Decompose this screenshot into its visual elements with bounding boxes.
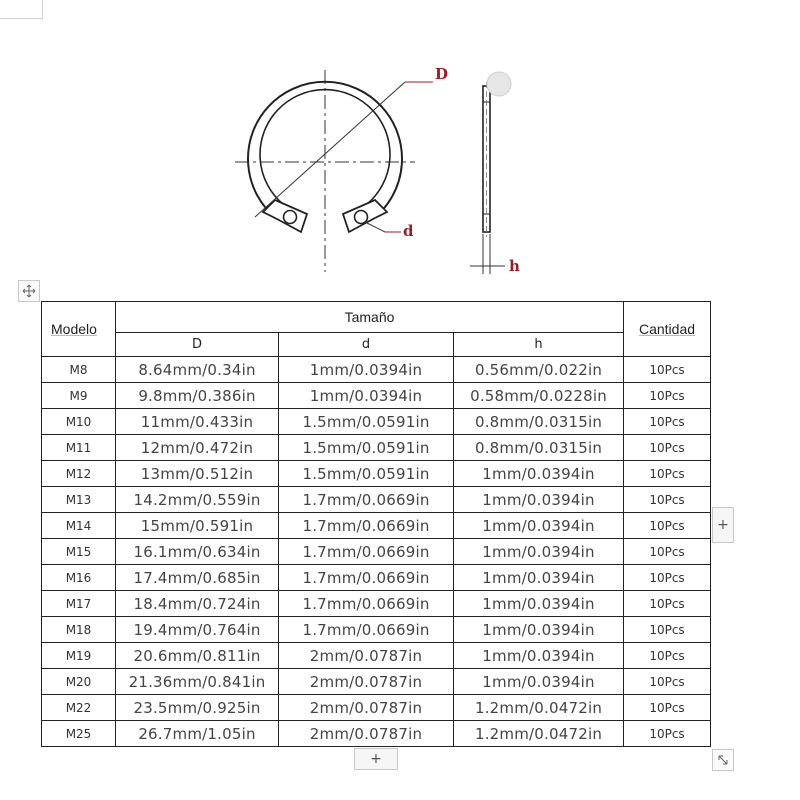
model-cell: M9 — [42, 383, 116, 409]
d-cell: 1.7mm/0.0669in — [279, 565, 454, 591]
model-cell: M11 — [42, 435, 116, 461]
table-body — [42, 357, 711, 747]
table-row — [42, 695, 711, 721]
quantity-cell: 10Pcs — [624, 487, 711, 513]
table-row — [42, 357, 711, 383]
table-row — [42, 487, 711, 513]
diameter-dimension-line — [255, 82, 405, 217]
h-cell: 1mm/0.0394in — [454, 513, 624, 539]
quantity-cell: 10Pcs — [624, 617, 711, 643]
subheader-d: d — [279, 333, 454, 357]
resize-icon — [717, 754, 729, 766]
D-cell: 17.4mm/0.685in — [116, 565, 279, 591]
subheader-D: D — [116, 333, 279, 357]
d-cell: 2mm/0.0787in — [279, 669, 454, 695]
table-row — [42, 409, 711, 435]
d-cell: 1.7mm/0.0669in — [279, 513, 454, 539]
table-row — [42, 643, 711, 669]
d-cell: 1.5mm/0.0591in — [279, 435, 454, 461]
model-cell: M16 — [42, 565, 116, 591]
d-cell: 1.7mm/0.0669in — [279, 591, 454, 617]
model-cell: M14 — [42, 513, 116, 539]
right-lug-hole — [355, 211, 368, 224]
d-cell: 1mm/0.0394in — [279, 383, 454, 409]
retaining-ring-diagram — [215, 62, 525, 277]
table-row — [42, 591, 711, 617]
h-cell: 1mm/0.0394in — [454, 591, 624, 617]
watermark-icon — [487, 72, 511, 96]
D-cell: 11mm/0.433in — [116, 409, 279, 435]
h-cell: 1mm/0.0394in — [454, 487, 624, 513]
model-cell: M17 — [42, 591, 116, 617]
D-cell: 20.6mm/0.811in — [116, 643, 279, 669]
quantity-cell: 10Pcs — [624, 591, 711, 617]
h-cell: 0.8mm/0.0315in — [454, 435, 624, 461]
quantity-cell: 10Pcs — [624, 669, 711, 695]
h-cell: 1mm/0.0394in — [454, 617, 624, 643]
h-cell: 1mm/0.0394in — [454, 565, 624, 591]
D-cell: 19.4mm/0.764in — [116, 617, 279, 643]
subheader-h: h — [454, 333, 624, 357]
header-model: Modelo — [42, 302, 116, 357]
ring-drawing — [215, 62, 525, 277]
model-cell: M25 — [42, 721, 116, 747]
table-row — [42, 461, 711, 487]
h-cell: 0.8mm/0.0315in — [454, 409, 624, 435]
quantity-cell: 10Pcs — [624, 409, 711, 435]
D-cell: 8.64mm/0.34in — [116, 357, 279, 383]
model-cell: M15 — [42, 539, 116, 565]
move-icon — [22, 284, 36, 298]
d-cell: 1.7mm/0.0669in — [279, 539, 454, 565]
model-cell: M10 — [42, 409, 116, 435]
quantity-cell: 10Pcs — [624, 539, 711, 565]
d-cell: 1.7mm/0.0669in — [279, 617, 454, 643]
model-cell: M18 — [42, 617, 116, 643]
D-label: D — [435, 65, 449, 83]
add-column-button[interactable]: + — [712, 507, 734, 543]
D-cell: 14.2mm/0.559in — [116, 487, 279, 513]
model-cell: M20 — [42, 669, 116, 695]
d-cell: 2mm/0.0787in — [279, 721, 454, 747]
quantity-cell: 10Pcs — [624, 357, 711, 383]
h-cell: 0.58mm/0.0228in — [454, 383, 624, 409]
page-corner-mark — [0, 0, 43, 19]
d-cell: 2mm/0.0787in — [279, 695, 454, 721]
D-cell: 12mm/0.472in — [116, 435, 279, 461]
table-row — [42, 669, 711, 695]
d-label: d — [403, 222, 414, 240]
table-row — [42, 513, 711, 539]
table-row — [42, 435, 711, 461]
model-cell: M12 — [42, 461, 116, 487]
size-table — [41, 301, 711, 747]
D-cell: 18.4mm/0.724in — [116, 591, 279, 617]
d-cell: 2mm/0.0787in — [279, 643, 454, 669]
D-cell: 23.5mm/0.925in — [116, 695, 279, 721]
table-row — [42, 383, 711, 409]
d-cell: 1.5mm/0.0591in — [279, 461, 454, 487]
D-cell: 26.7mm/1.05in — [116, 721, 279, 747]
quantity-cell: 10Pcs — [624, 721, 711, 747]
h-cell: 0.56mm/0.022in — [454, 357, 624, 383]
table-move-handle[interactable] — [18, 280, 40, 302]
d-cell: 1.5mm/0.0591in — [279, 409, 454, 435]
quantity-cell: 10Pcs — [624, 513, 711, 539]
table-row — [42, 617, 711, 643]
d-cell: 1mm/0.0394in — [279, 357, 454, 383]
table-row — [42, 539, 711, 565]
quantity-cell: 10Pcs — [624, 461, 711, 487]
D-cell: 16.1mm/0.634in — [116, 539, 279, 565]
h-cell: 1.2mm/0.0472in — [454, 695, 624, 721]
model-cell: M19 — [42, 643, 116, 669]
model-cell: M22 — [42, 695, 116, 721]
h-cell: 1.2mm/0.0472in — [454, 721, 624, 747]
D-cell: 15mm/0.591in — [116, 513, 279, 539]
h-label: h — [509, 257, 520, 275]
d-cell: 1.7mm/0.0669in — [279, 487, 454, 513]
d-leader-diag — [365, 222, 385, 232]
model-cell: M13 — [42, 487, 116, 513]
quantity-cell: 10Pcs — [624, 643, 711, 669]
h-cell: 1mm/0.0394in — [454, 669, 624, 695]
quantity-cell: 10Pcs — [624, 695, 711, 721]
D-cell: 9.8mm/0.386in — [116, 383, 279, 409]
add-row-button[interactable]: + — [354, 748, 398, 770]
table-row — [42, 565, 711, 591]
model-cell: M8 — [42, 357, 116, 383]
quantity-cell: 10Pcs — [624, 435, 711, 461]
h-cell: 1mm/0.0394in — [454, 461, 624, 487]
D-cell: 21.36mm/0.841in — [116, 669, 279, 695]
quantity-cell: 10Pcs — [624, 383, 711, 409]
table-row — [42, 721, 711, 747]
h-cell: 1mm/0.0394in — [454, 539, 624, 565]
left-lug-hole — [284, 211, 297, 224]
h-cell: 1mm/0.0394in — [454, 643, 624, 669]
D-cell: 13mm/0.512in — [116, 461, 279, 487]
header-quantity: Cantidad — [624, 302, 711, 357]
header-size: Tamaño — [116, 302, 624, 333]
quantity-cell: 10Pcs — [624, 565, 711, 591]
table-resize-handle[interactable] — [712, 749, 734, 771]
